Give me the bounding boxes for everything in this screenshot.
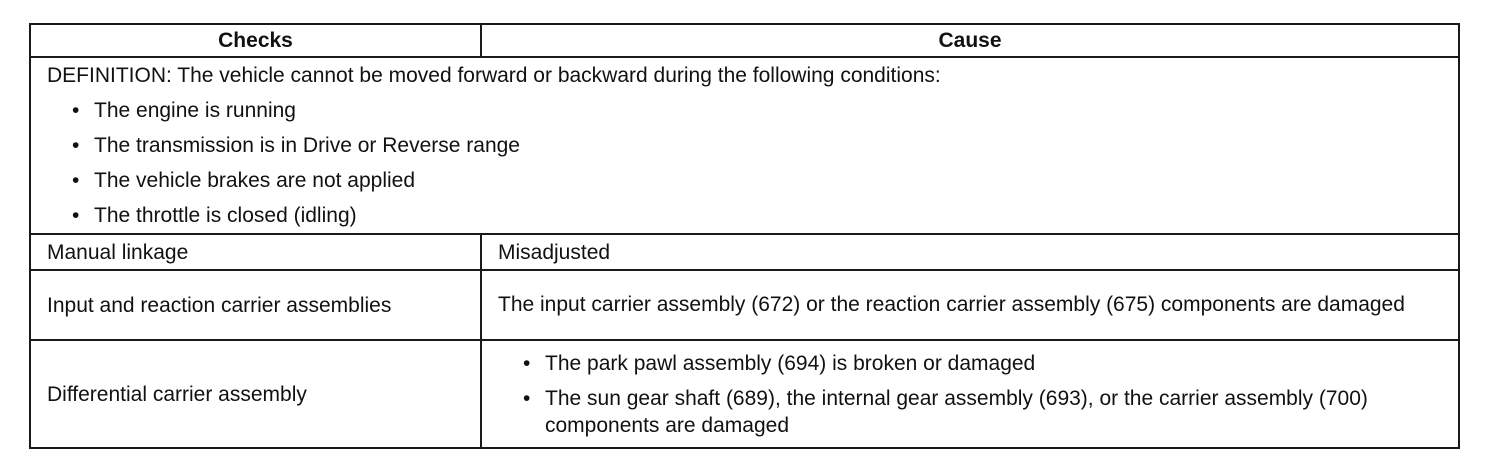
check-cell: Input and reaction carrier assemblies [30, 270, 481, 340]
condition-text: The throttle is closed (idling) [94, 204, 357, 227]
cause-header: Cause [481, 24, 1459, 57]
bullet-icon: • [72, 99, 80, 122]
cause-item [498, 350, 1442, 377]
cause-item [498, 385, 1442, 439]
cause-cell [481, 340, 1459, 448]
definition-row [30, 57, 1459, 234]
diagnosis-table [29, 23, 1460, 449]
bullet-icon: • [72, 169, 80, 192]
bullet-icon: • [72, 204, 80, 227]
condition-item [47, 198, 1442, 233]
cause-cell: Misadjusted [481, 234, 1459, 270]
cause-list [498, 344, 1442, 445]
table-row [30, 340, 1459, 448]
checks-header: Checks [30, 24, 481, 57]
cause-cell: The input carrier assembly (672) or the reaction carrier assembly (675) components are damaged [481, 270, 1459, 340]
table-row [30, 234, 1459, 270]
definition-text: DEFINITION: The vehicle cannot be moved forward or backward during the following conditions: [47, 64, 941, 87]
condition-list [47, 93, 1442, 233]
condition-text: The transmission is in Drive or Reverse range [94, 134, 520, 157]
bullet-icon: • [72, 134, 80, 157]
condition-text: The engine is running [94, 99, 296, 122]
condition-item [47, 163, 1442, 198]
bullet-icon: • [523, 351, 531, 375]
condition-item [47, 93, 1442, 128]
table-row [30, 270, 1459, 340]
header-row [30, 24, 1459, 57]
bullet-icon: • [523, 386, 531, 410]
condition-item [47, 128, 1442, 163]
condition-text: The vehicle brakes are not applied [94, 169, 416, 192]
cause-text: The sun gear shaft (689), the internal gear assembly (693), or the carrier assembly (700) components are damaged [545, 386, 1368, 437]
definition-cell [30, 57, 1459, 234]
cause-text: The park pawl assembly (694) is broken or damaged [545, 351, 1036, 375]
check-cell: Differential carrier assembly [30, 340, 481, 448]
check-cell: Manual linkage [30, 234, 481, 270]
